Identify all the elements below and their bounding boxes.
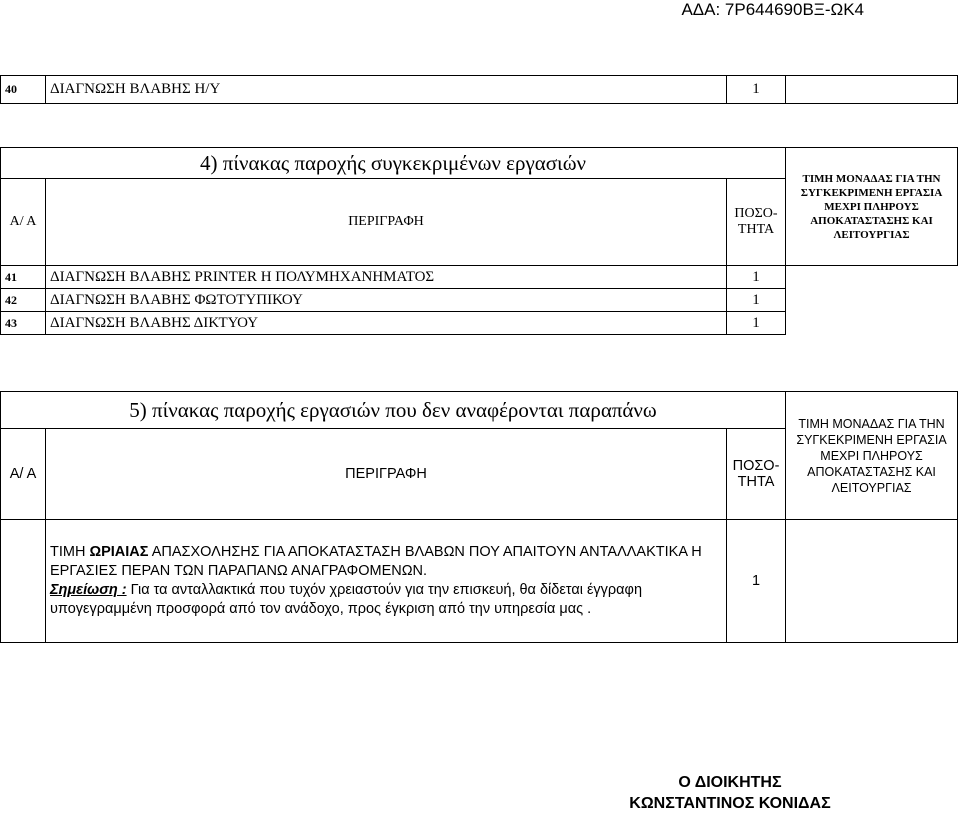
row-spacer (786, 266, 958, 289)
row-description: ΔΙΑΓΝΩΣΗ ΒΛΑΒΗΣ ΔΙΚΤΥΟΥ (46, 312, 727, 335)
row-description (46, 520, 727, 643)
header-quantity: ΠΟΣΟ- ΤΗΤΑ (727, 429, 786, 520)
signature-title: Ο ΔΙΟΙΚΗΤΗΣ (678, 774, 782, 791)
table-row-40 (0, 75, 958, 104)
row-quantity: 1 (727, 266, 786, 289)
desc-emphasis: ΩΡΙΑΙΑΣ (89, 544, 149, 560)
note-label: Σημείωση : (50, 582, 127, 598)
row-number: 40 (1, 76, 46, 104)
header-quantity: ΠΟΣΟ- ΤΗΤΑ (727, 179, 786, 266)
signature-name: ΚΩΝΣΤΑΝΤΙΝΟΣ ΚΟΝΙΔΑΣ (629, 795, 831, 812)
row-spacer (786, 289, 958, 312)
table-row (1, 289, 958, 312)
row-number: 41 (1, 266, 46, 289)
signature-block (605, 772, 855, 814)
note-text: Για τα ανταλλακτικά που τυχόν χρειαστούν για την επισκευή, θα δίδεται έγγραφη υπογεγραμμένη προσφορά από τον ανάδοχο, προς έγκριση από την υπηρεσία μας . (50, 582, 643, 617)
table-row (1, 266, 958, 289)
table-specific-tasks (0, 147, 958, 335)
row-price-cell (786, 520, 958, 643)
row-description: ΔΙΑΓΝΩΣΗ ΒΛΑΒΗΣ Η/Υ (46, 76, 727, 104)
row-price-cell (786, 76, 958, 104)
table-title: 4) πίνακας παροχής συγκεκριμένων εργασιών (1, 148, 786, 179)
table-other-tasks (0, 391, 958, 643)
header-aa: Α/ Α (1, 179, 46, 266)
row-quantity: 1 (727, 520, 786, 643)
ada-code: ΑΔΑ: 7Ρ644690ΒΞ-ΩΚ4 (681, 0, 864, 19)
row-quantity: 1 (727, 76, 786, 104)
row-number: 43 (1, 312, 46, 335)
row-quantity: 1 (727, 289, 786, 312)
row-description: ΔΙΑΓΝΩΣΗ ΒΛΑΒΗΣ PRINTER Η ΠΟΛΥΜΗΧΑΝΗΜΑΤΟΣ (46, 266, 727, 289)
desc-text: ΑΠΑΣΧΟΛΗΣΗΣ ΓΙΑ ΑΠΟΚΑΤΑΣΤΑΣΗ ΒΛΑΒΩΝ ΠΟΥ ΑΠΑΙΤΟΥΝ ΑΝΤΑΛΛΑΚΤΙΚΑ Η ΕΡΓΑΣΙΕΣ ΠΕΡΑΝ ΤΩΝ ΠΑΡΑΠΑΝΩ ΑΝΑΓΡΑΦΟΜΕΝΩΝ. (50, 544, 702, 579)
table-row (1, 76, 958, 104)
header-unit-price: ΤΙΜΗ ΜΟΝΑΔΑΣ ΓΙΑ ΤΗΝ ΣΥΓΚΕΚΡΙΜΕΝΗ ΕΡΓΑΣΙΑ ΜΕΧΡΙ ΠΛΗΡΟΥΣ ΑΠΟΚΑΤΑΣΤΑΣΗΣ ΚΑΙ ΛΕΙΤΟΥΡΓΙΑΣ (786, 148, 958, 266)
row-spacer (786, 312, 958, 335)
desc-prefix: ΤΙΜΗ (50, 544, 86, 560)
table-row (1, 520, 958, 643)
row-number (1, 520, 46, 643)
header-description: ΠΕΡΙΓΡΑΦΗ (46, 429, 727, 520)
header-unit-price: ΤΙΜΗ ΜΟΝΑΔΑΣ ΓΙΑ ΤΗΝ ΣΥΓΚΕΚΡΙΜΕΝΗ ΕΡΓΑΣΙΑ ΜΕΧΡΙ ΠΛΗΡΟΥΣ ΑΠΟΚΑΤΑΣΤΑΣΗΣ ΚΑΙ ΛΕΙΤΟΥΡΓΙΑΣ (786, 392, 958, 520)
header-description: ΠΕΡΙΓΡΑΦΗ (46, 179, 727, 266)
row-number: 42 (1, 289, 46, 312)
table-row (1, 312, 958, 335)
row-quantity: 1 (727, 312, 786, 335)
table-title: 5) πίνακας παροχής εργασιών που δεν αναφέρονται παραπάνω (1, 392, 786, 429)
row-description: ΔΙΑΓΝΩΣΗ ΒΛΑΒΗΣ ΦΩΤΟΤΥΠΙΚΟΥ (46, 289, 727, 312)
header-aa: Α/ Α (1, 429, 46, 520)
